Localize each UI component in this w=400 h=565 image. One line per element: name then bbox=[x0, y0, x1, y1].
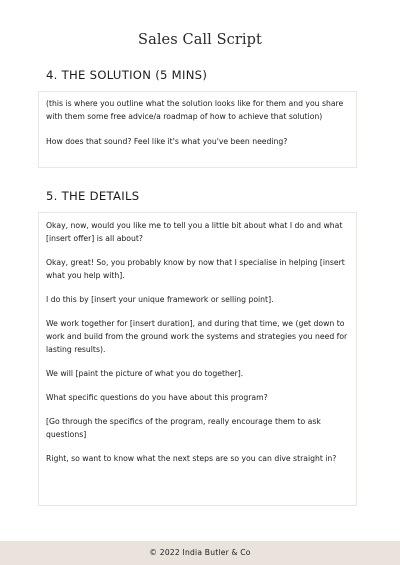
details-paragraph: We work together for [insert duration], and during that time, we (get down to work and build from the ground work the systems and strategies you need for lasting results). bbox=[46, 319, 348, 354]
section-heading-solution: 4. THE SOLUTION (5 MINS) bbox=[46, 68, 208, 82]
solution-paragraph: (this is where you outline what the solution looks like for them and you share with them some free advice/a roadmap of how to achieve that solution) bbox=[46, 99, 344, 121]
details-paragraph: Okay, great! So, you probably know by now that I specialise in helping [insert what you help with]. bbox=[46, 258, 345, 280]
details-paragraph: We will [paint the picture of what you do together]. bbox=[46, 369, 244, 378]
details-script-box bbox=[38, 212, 357, 506]
details-paragraph: Okay, now, would you like me to tell you a little bit about what I do and what [insert offer] is all about? bbox=[46, 221, 343, 243]
solution-paragraph: How does that sound? Feel like it's what you've been needing? bbox=[46, 137, 288, 146]
solution-script-box bbox=[38, 91, 357, 168]
details-paragraph: I do this by [insert your unique framework or selling point]. bbox=[46, 295, 274, 304]
page-title: Sales Call Script bbox=[138, 32, 262, 48]
details-paragraph: Right, so want to know what the next steps are so you can dive straight in? bbox=[46, 454, 337, 463]
details-paragraph: [Go through the specifics of the program, really encourage them to ask questions] bbox=[46, 417, 321, 439]
copyright-footer: © 2022 India Butler & Co bbox=[0, 541, 400, 565]
section-heading-details: 5. THE DETAILS bbox=[46, 189, 140, 203]
details-paragraph: What specific questions do you have about this program? bbox=[46, 393, 268, 402]
